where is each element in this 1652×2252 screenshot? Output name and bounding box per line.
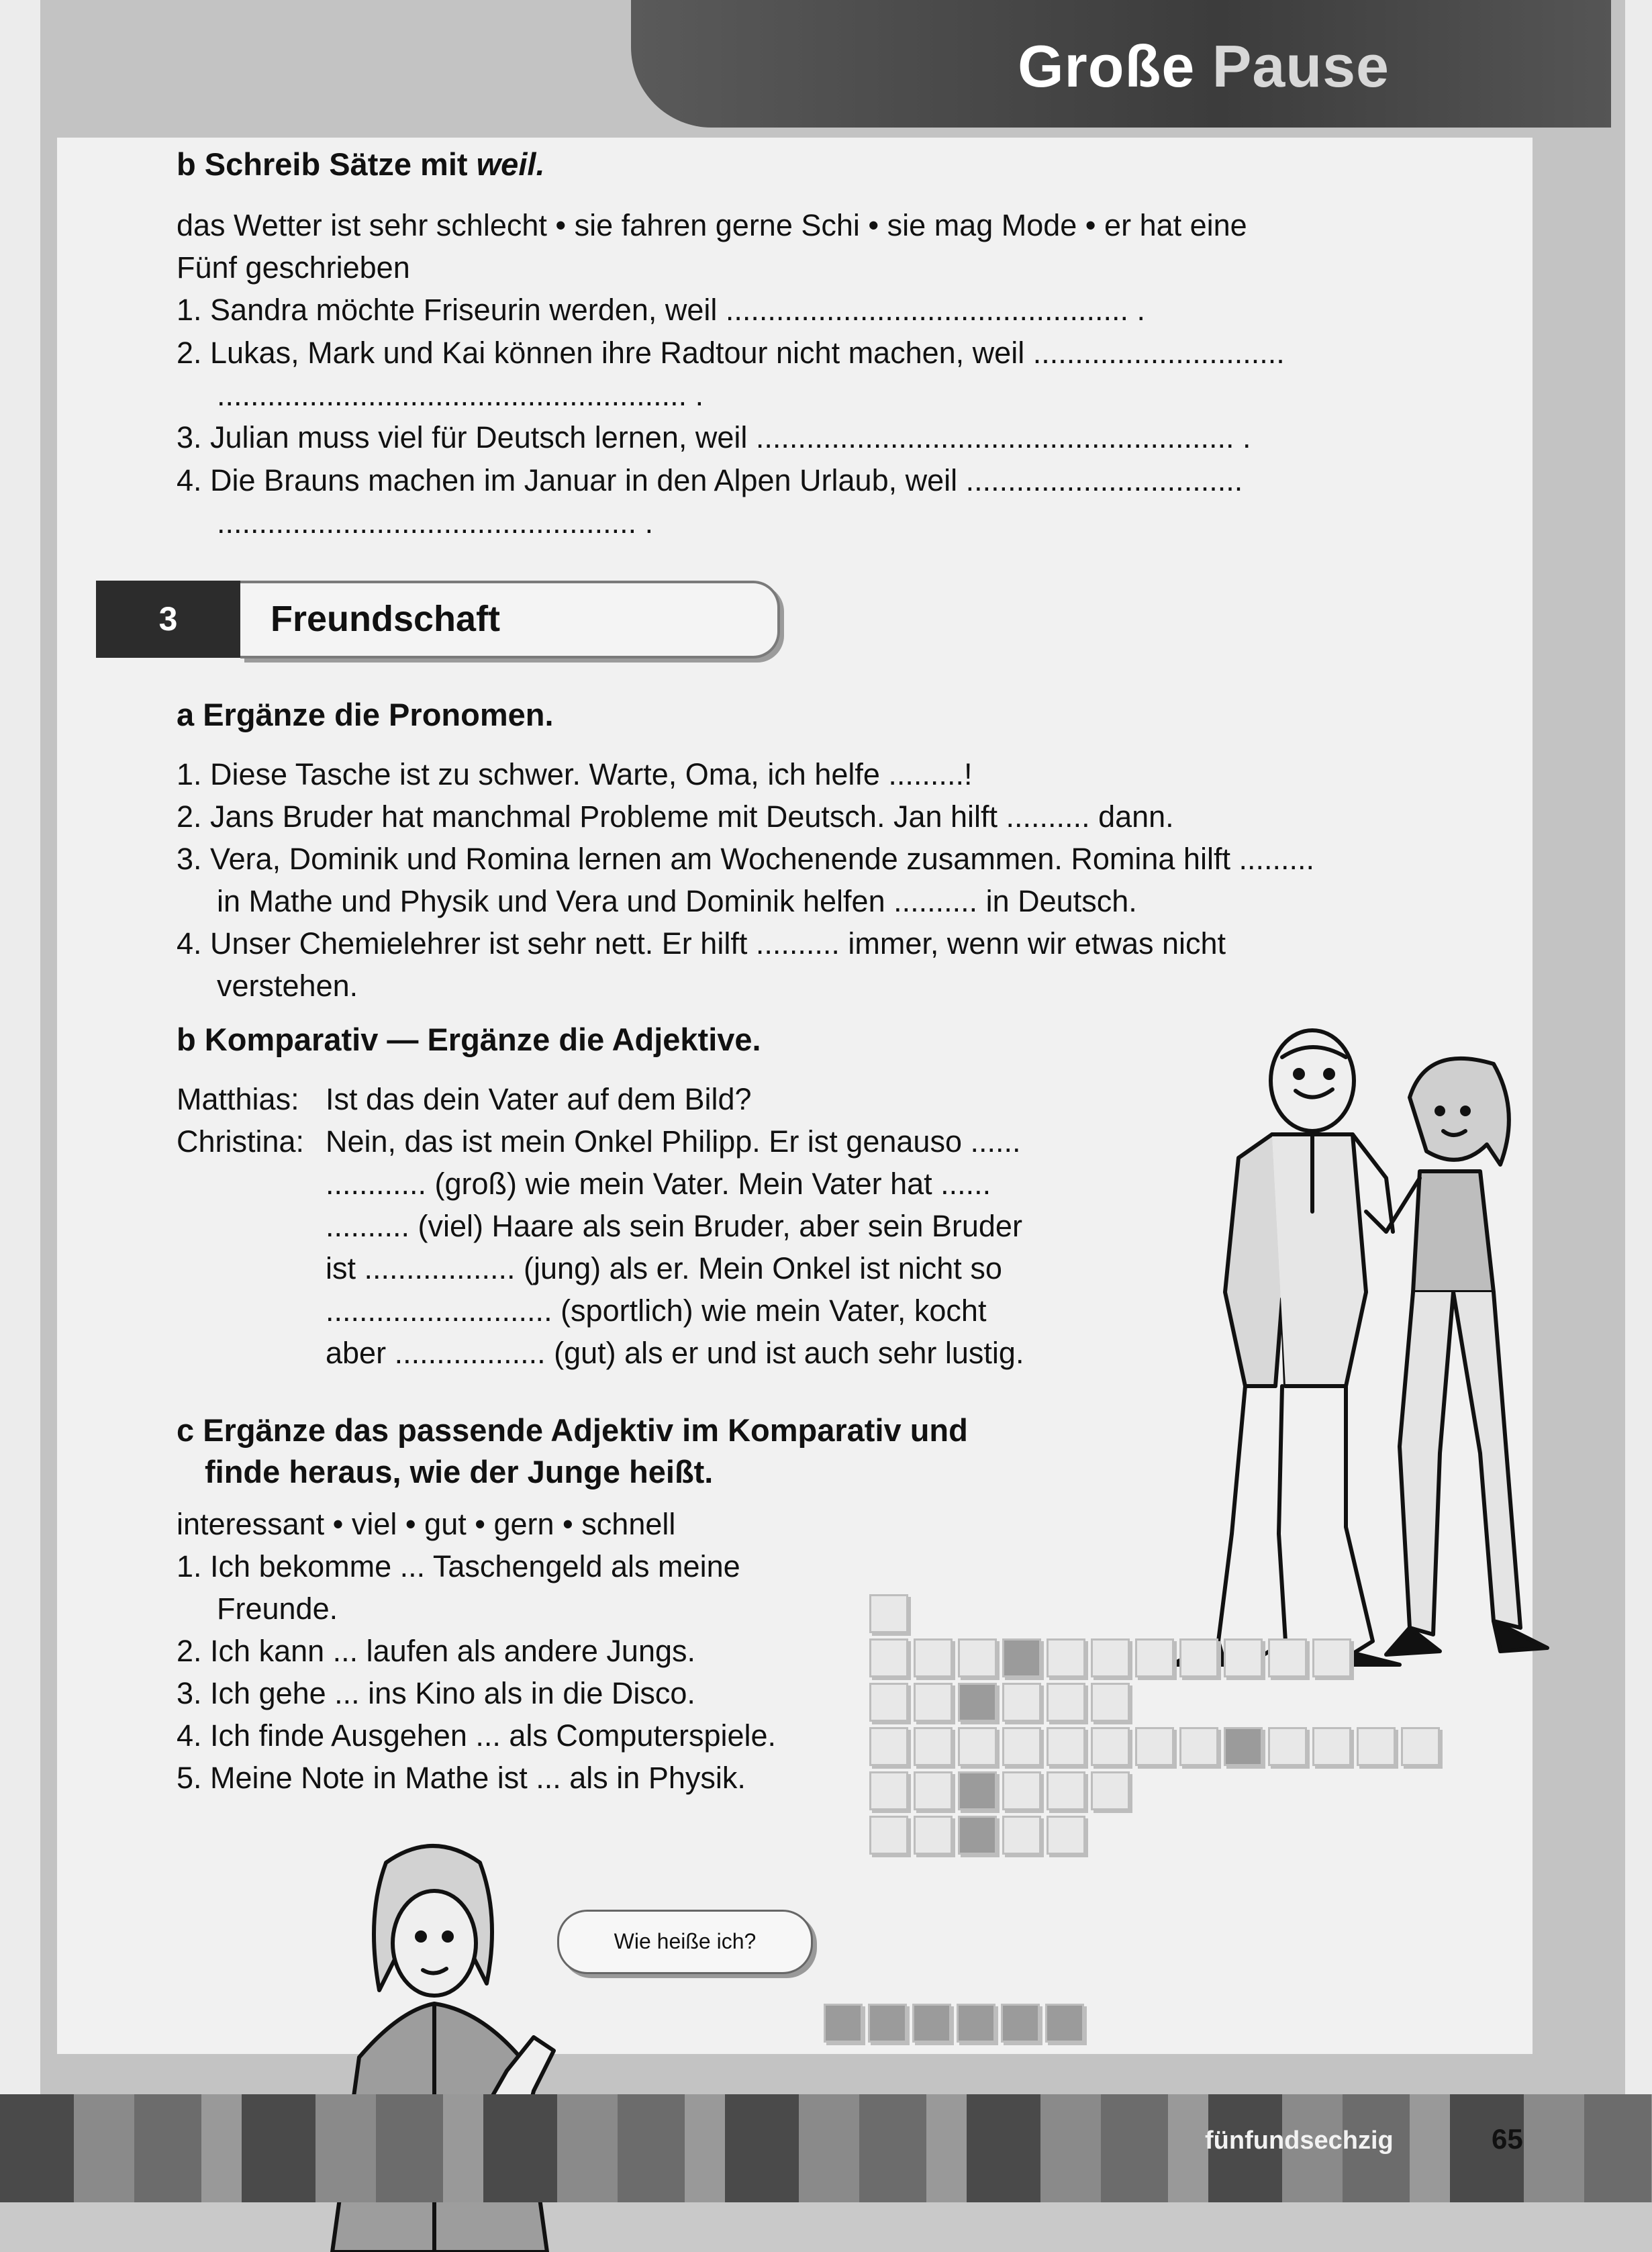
grid-cell [1091, 1727, 1130, 1766]
grid-cell [1312, 1727, 1351, 1766]
exercise-3a-item-1: 1. Diese Tasche ist zu schwer. Warte, Oma, ich helfe .........! [177, 757, 973, 791]
grid-cell [1002, 1683, 1041, 1722]
exercise-3c-item-4: 4. Ich finde Ausgehen ... als Computerspiele. [177, 1718, 777, 1753]
grid-cell [1002, 1727, 1041, 1766]
page-footer [0, 2094, 1652, 2202]
exercise-3c-word-list: interessant • viel • gut • gern • schnell [177, 1507, 676, 1541]
grid-cell [1224, 1638, 1263, 1677]
grid-cell [1047, 1816, 1085, 1855]
grid-cell-highlight [912, 2004, 951, 2043]
exercise-b-item-4b: .................................................. . [217, 505, 654, 540]
grid-cell [1312, 1638, 1351, 1677]
dialog-line-2: Nein, das ist mein Onkel Philipp. Er ist genauso ...... [326, 1124, 1021, 1159]
exercise-3a-item-4b: verstehen. [217, 969, 358, 1003]
dialog-line-4: .......... (viel) Haare als sein Bruder, aber sein Bruder [326, 1209, 1022, 1243]
grid-cell-highlight [868, 2004, 907, 2043]
exercise-b-item-4: 4. Die Brauns machen im Januar in den Alpen Urlaub, weil ................................. [177, 463, 1243, 497]
grid-cell [1179, 1638, 1218, 1677]
exercise-3c-item-3: 3. Ich gehe ... ins Kino als in die Disco. [177, 1676, 695, 1710]
grid-cell [914, 1683, 953, 1722]
exercise-b-item-3: 3. Julian muss viel für Deutsch lernen, weil ......................................................... . [177, 420, 1251, 454]
grid-cell [914, 1638, 953, 1677]
exercise-b-heading-text: b Schreib Sätze mit [177, 146, 477, 182]
grid-cell [1002, 1816, 1041, 1855]
grid-cell [1091, 1638, 1130, 1677]
grid-cell [1047, 1727, 1085, 1766]
exercise-3a-item-3b: in Mathe und Physik und Vera und Dominik helfen .......... in Deutsch. [217, 884, 1137, 918]
section-title: Freundschaft [271, 599, 501, 639]
exercise-3c-heading-1: c Ergänze das passende Adjektiv im Komparativ und [177, 1412, 968, 1448]
grid-cell [1091, 1683, 1130, 1722]
grid-cell [1401, 1727, 1440, 1766]
grid-cell [869, 1816, 908, 1855]
section-title-box [240, 581, 780, 658]
dialog-line-1: Ist das dein Vater auf dem Bild? [326, 1082, 752, 1116]
grid-cell [914, 1771, 953, 1810]
exercise-3c-item-1: 1. Ich bekomme ... Taschengeld als meine [177, 1549, 740, 1583]
grid-cell [869, 1771, 908, 1810]
grid-cell [869, 1683, 908, 1722]
grid-cell [1179, 1727, 1218, 1766]
exercise-b-heading-italic: weil. [476, 146, 545, 182]
speech-bubble [557, 1910, 813, 1974]
grid-cell [958, 1727, 997, 1766]
speech-bubble-text: Wie heiße ich? [614, 1929, 757, 1953]
exercise-b-item-1: 1. Sandra möchte Friseurin werden, weil ................................................ . [177, 293, 1145, 327]
grid-cell [869, 1594, 908, 1633]
exercise-3a-item-3: 3. Vera, Dominik und Romina lernen am Wochenende zusammen. Romina hilft ......... [177, 842, 1314, 876]
title-word-1: Große [1018, 33, 1196, 99]
grid-cell [1268, 1727, 1307, 1766]
section-number: 3 [96, 581, 240, 658]
exercise-b-item-2: 2. Lukas, Mark und Kai können ihre Radtour nicht machen, weil .............................. [177, 336, 1285, 370]
exercise-b-prompt-1: das Wetter ist sehr schlecht • sie fahren gerne Schi • sie mag Mode • er hat eine [177, 208, 1247, 242]
grid-cell [1357, 1727, 1396, 1766]
grid-cell [914, 1816, 953, 1855]
grid-cell [869, 1727, 908, 1766]
page-number: 65 [1492, 2123, 1523, 2155]
grid-cell-highlight [1001, 2004, 1040, 2043]
dialog-line-3: ............ (groß) wie mein Vater. Mein Vater hat ...... [326, 1167, 991, 1201]
paper-edge-right [1625, 0, 1652, 2202]
grid-cell-highlight [1045, 2004, 1084, 2043]
header-band [631, 0, 1611, 128]
exercise-b-item-2b: ........................................................ . [217, 378, 704, 412]
dialog-line-5: ist .................. (jung) als er. Mein Onkel ist nicht so [326, 1251, 1002, 1285]
exercise-3a-heading: a Ergänze die Pronomen. [177, 697, 554, 732]
dialog-speaker-2: Christina: [177, 1124, 305, 1159]
grid-cell-highlight [1224, 1727, 1263, 1766]
dialog-speaker-1: Matthias: [177, 1082, 299, 1116]
grid-cell [1002, 1771, 1041, 1810]
exercise-3c-item-5: 5. Meine Note in Mathe ist ... als in Physik. [177, 1761, 746, 1795]
exercise-3a-item-4: 4. Unser Chemielehrer ist sehr nett. Er hilft .......... immer, wenn wir etwas nicht [177, 926, 1226, 961]
grid-cell-highlight [957, 2004, 995, 2043]
exercise-panel [57, 138, 1533, 2054]
page-title [1018, 32, 1390, 101]
exercise-3a-item-2: 2. Jans Bruder hat manchmal Probleme mit Deutsch. Jan hilft .......... dann. [177, 799, 1174, 834]
paper-edge-left [0, 0, 40, 2202]
grid-cell [1135, 1727, 1174, 1766]
uncle-and-girl-illustration [1145, 1010, 1561, 1695]
grid-cell [1135, 1638, 1174, 1677]
grid-cell [1047, 1683, 1085, 1722]
grid-cell [914, 1727, 953, 1766]
grid-cell-highlight [958, 1771, 997, 1810]
exercise-b-heading [177, 146, 545, 183]
grid-cell-highlight [1002, 1638, 1041, 1677]
grid-cell [1091, 1771, 1130, 1810]
exercise-3b-heading: b Komparativ — Ergänze die Adjektive. [177, 1022, 761, 1057]
grid-cell [1268, 1638, 1307, 1677]
grid-cell-highlight [958, 1683, 997, 1722]
title-word-2: Pause [1212, 33, 1390, 99]
section-3-header [96, 581, 777, 658]
dialog-line-7: aber .................. (gut) als er und ist auch sehr lustig. [326, 1336, 1024, 1370]
grid-cell [869, 1638, 908, 1677]
grid-cell [958, 1638, 997, 1677]
exercise-b-prompt-2: Fünf geschrieben [177, 250, 410, 285]
grid-cell-highlight [958, 1816, 997, 1855]
exercise-3c-heading-2: finde heraus, wie der Junge heißt. [205, 1454, 714, 1489]
grid-cell [1047, 1771, 1085, 1810]
exercise-3c-item-2: 2. Ich kann ... laufen als andere Jungs. [177, 1634, 695, 1668]
grid-cell-highlight [824, 2004, 863, 2043]
page-number-word: fünfundsechzig [1205, 2126, 1394, 2155]
grid-cell [1047, 1638, 1085, 1677]
dialog-line-6: ........................... (sportlich) wie mein Vater, kocht [326, 1293, 987, 1328]
exercise-3c-item-1b: Freunde. [217, 1592, 338, 1626]
